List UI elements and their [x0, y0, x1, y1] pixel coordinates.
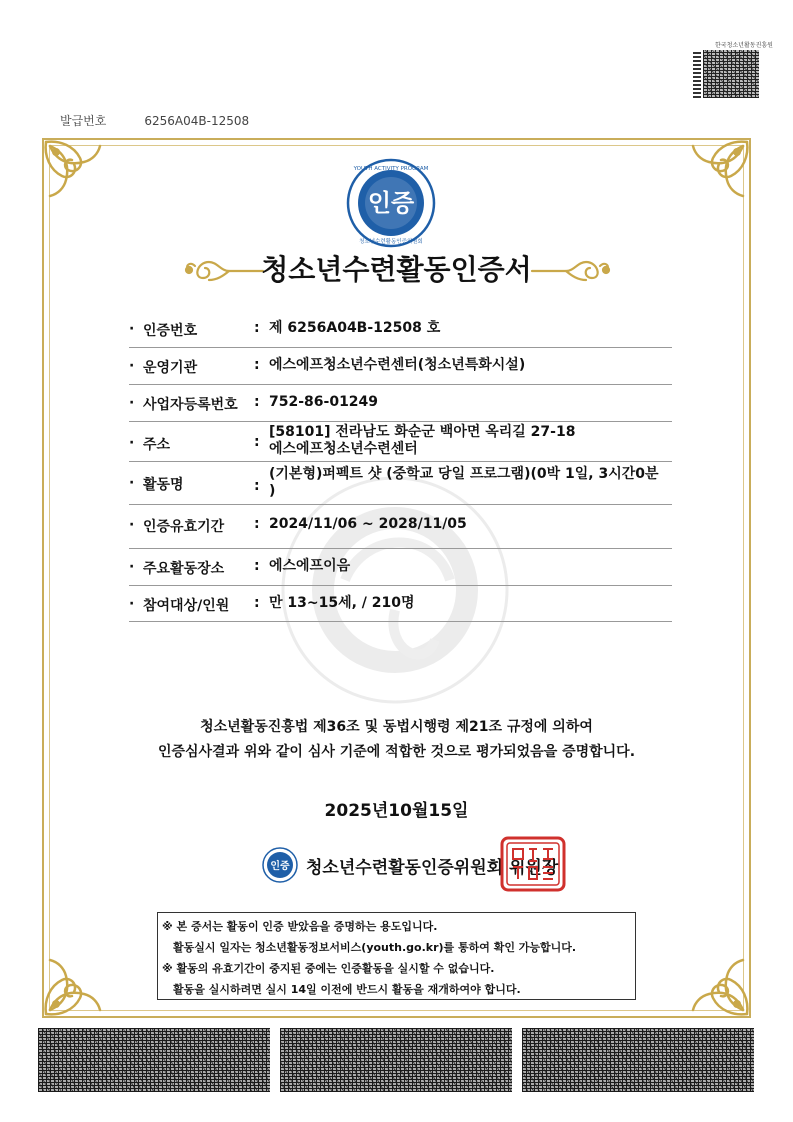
issue-number-value: 6256A04B-12508: [144, 114, 250, 128]
certificate-title: 청소년수련활동인증서: [261, 253, 532, 286]
emblem-arc-bottom-text: 청소년수련활동인증위원회: [359, 239, 423, 245]
info-row-business-number: [129, 384, 672, 422]
notice-box: [157, 912, 636, 1000]
row-bullet: ·: [129, 435, 135, 451]
notice-line-3: ※ 활동의 유효기간이 중지된 중에는 인증활동을 실시할 수 없습니다.: [162, 962, 495, 975]
info-row-activity-name: [129, 461, 672, 505]
row-label: 주소: [143, 437, 171, 453]
barcode-icon: [522, 1028, 754, 1092]
row-label: 주요활동장소: [143, 561, 225, 577]
row-value: 에스에프청소년수련센터(청소년특화시설): [269, 357, 526, 373]
corner-ornament-icon: [40, 948, 112, 1020]
row-value: 만 13~15세, / 210명: [269, 595, 415, 611]
issue-date: 2025년10월15일: [324, 801, 469, 821]
row-colon: :: [254, 558, 260, 574]
row-label: 운영기관: [143, 360, 198, 376]
row-colon: :: [254, 357, 260, 373]
row-colon: :: [254, 394, 260, 410]
emblem-center-text: 인증: [367, 189, 415, 217]
row-label: 인증번호: [143, 323, 198, 339]
issue-number-label: 발급번호: [60, 114, 107, 128]
barcode-badge-label: 한국청소년활동진흥원: [715, 42, 773, 49]
row-label: 인증유효기간: [143, 519, 225, 535]
row-value-line2: 에스에프청소년수련센터: [269, 441, 418, 457]
row-value: [58101] 전라남도 화순군 백아면 옥리길 27-18: [269, 424, 576, 440]
row-label: 참여대상/인원: [143, 598, 230, 614]
info-row-venue: [129, 548, 672, 586]
row-colon: :: [254, 478, 260, 494]
barcode-icon: [38, 1028, 270, 1092]
row-bullet: ·: [129, 395, 135, 411]
row-label: 사업자등록번호: [143, 397, 238, 413]
row-bullet: ·: [129, 517, 135, 533]
row-label: 활동명: [143, 477, 184, 493]
info-row-validity: [129, 504, 672, 549]
row-bullet: ·: [129, 596, 135, 612]
emblem-arc-top-text: YOUTH ACTIVITY PROGRAM: [353, 166, 429, 172]
info-row-participants: [129, 585, 672, 622]
corner-ornament-icon: [681, 136, 753, 208]
official-seal-icon: [499, 835, 567, 893]
barcode-icon: [280, 1028, 512, 1092]
issue-number-line: [60, 112, 249, 129]
row-colon: :: [254, 595, 260, 611]
row-value: 제 6256A04B-12508 호: [269, 320, 441, 336]
barcode-icon: [703, 50, 759, 98]
row-value: 2024/11/06 ~ 2028/11/05: [269, 516, 467, 532]
notice-line-1: ※ 본 증서는 활동이 인증 받았음을 증명하는 용도입니다.: [162, 920, 438, 933]
row-value: (기본형)퍼펙트 샷 (중학교 당일 프로그램)(0박 1일, 3시간0분: [269, 466, 659, 482]
row-bullet: ·: [129, 559, 135, 575]
issuer-emblem-icon: [262, 847, 298, 883]
row-bullet: ·: [129, 358, 135, 374]
statement-line-2: 인증심사결과 위와 같이 심사 기준에 적합한 것으로 평가되었음을 증명합니다.: [157, 744, 636, 760]
barcode-badge: [693, 40, 773, 100]
row-bullet: ·: [129, 475, 135, 491]
notice-line-2: 활동실시 일자는 청소년활동정보서비스(youth.go.kr)를 통하여 확인 가능합니다.: [173, 941, 577, 954]
issuer-name: 청소년수련활동인증위원회 위원장: [306, 858, 559, 878]
row-value: 에스에프이음: [269, 558, 351, 574]
info-row-operator: [129, 347, 672, 385]
row-colon: :: [254, 516, 260, 532]
statement-line-1: 청소년활동진흥법 제36조 및 동법시행령 제21조 규정에 의하여: [200, 719, 593, 735]
corner-ornament-icon: [681, 948, 753, 1020]
row-colon: :: [254, 434, 260, 450]
emblem-icon: [346, 158, 436, 248]
barcode-side-strip: [693, 50, 701, 98]
issuer-emblem-text: 인증: [270, 861, 290, 872]
info-row-cert-number: [129, 310, 672, 348]
certificate-title-wrap: [0, 250, 793, 290]
row-bullet: ·: [129, 321, 135, 337]
row-value-line2: ): [269, 483, 276, 499]
notice-line-4: 활동을 실시하려면 실시 14일 이전에 반드시 활동을 재개하여야 합니다.: [173, 983, 521, 996]
info-row-address: [129, 421, 672, 462]
corner-ornament-icon: [40, 136, 112, 208]
row-value: 752-86-01249: [269, 394, 379, 410]
row-colon: :: [254, 320, 260, 336]
